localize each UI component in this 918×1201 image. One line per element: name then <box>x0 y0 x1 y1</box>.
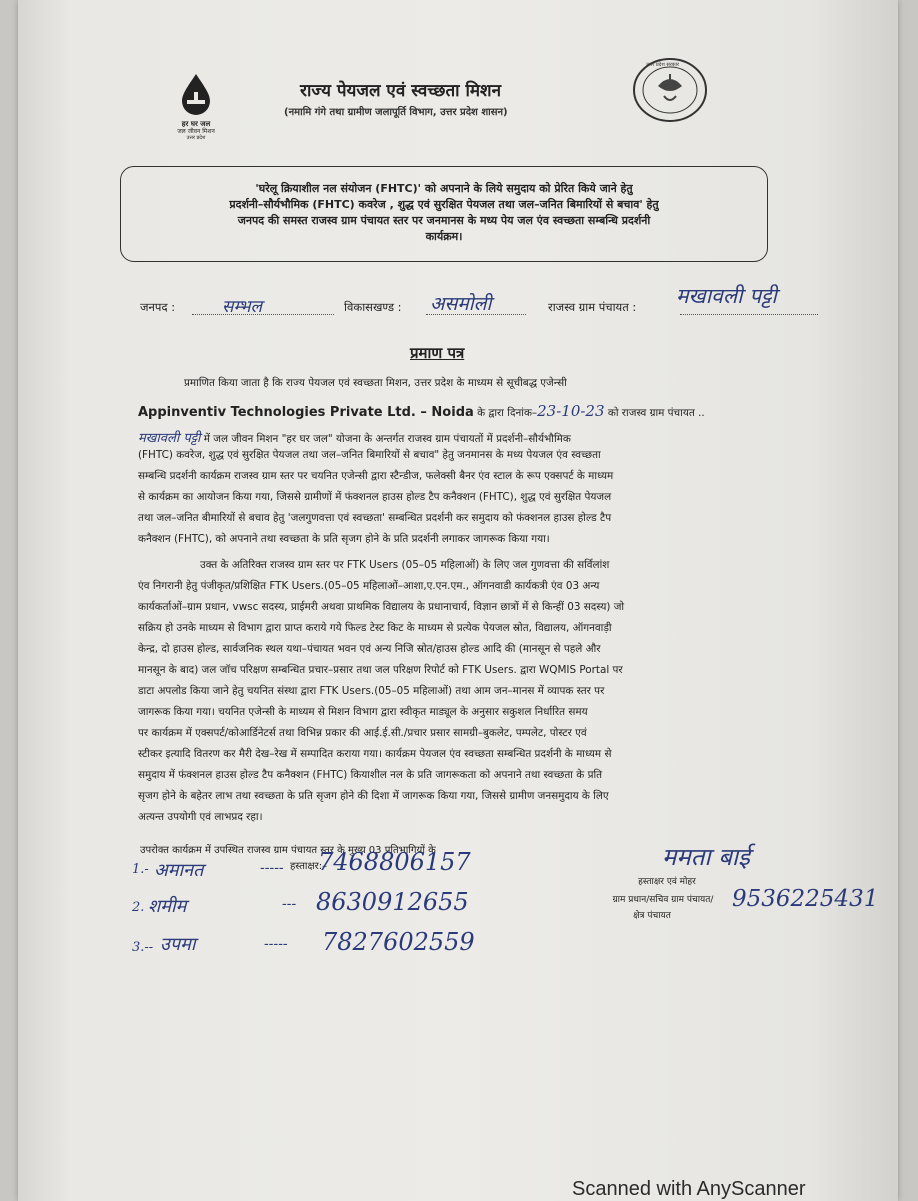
emblem-text: उत्तर प्रदेश सरकार <box>646 62 679 68</box>
para1-line-7: तथा जल–जनित बीमारियों से बचाव हेतु 'जलगुणवत्ता एवं स्वच्छता' सम्बन्धित प्रदर्शनी कर समुदाय को फंक्शनल हाउस होल्ड टैप <box>138 512 612 524</box>
panchayat-handwritten: मखावली पट्टी <box>138 431 201 446</box>
pradhan-signature: ममता बाई <box>662 843 750 871</box>
participant-phone: 8630912655 <box>316 888 469 916</box>
participant-row <box>132 888 532 928</box>
program-title-box <box>120 166 768 262</box>
agency-name: Appinventiv Technologies Private Ltd. – Noida <box>138 405 474 420</box>
para1-line-2 <box>138 402 705 420</box>
participant-phone: 7468806157 <box>318 848 471 876</box>
up-government-emblem <box>630 56 710 124</box>
certificate-title: प्रमाण पत्र <box>410 344 465 362</box>
para1-line-6: से कार्यक्रम का आयोजन किया गया, जिससे ग्रामीणों में फंक्शनल हाउस होल्ड टैप कनैक्शन (FHTC), शुद्ध एवं सुरक्षित पेयजल <box>138 491 612 503</box>
para2-line-11: समुदाय में फंक्शनल हाउस होल्ड टैप कनैक्शन (FHTC) कियाशील नल के प्रति जागरूकता को अपनाने तथा स्वच्छता के प्रति <box>138 769 603 781</box>
participants-intro-2: हस्ताक्षर:– <box>290 861 328 872</box>
signature-caption-3: क्षेत्र पंचायत <box>633 911 671 921</box>
program-line-2: प्रदर्शनी–सौर्यभौमिक (FHTC) कवरेज , शुद्ध एवं सुरक्षित पेयजल तथा जल–जनित बिमारियों से बचाव' हेतु <box>229 198 659 211</box>
mission-subtitle: (नमामि गंगे तथा ग्रामीण जलापूर्ति विभाग, उत्तर प्रदेश शासन) <box>284 107 508 118</box>
para1-line-3-text: में जल जीवन मिशन "हर घर जल" योजना के अन्तर्गत राजस्व ग्राम पंचायतों में प्रदर्शनी–सौर्यभौमिक <box>200 433 571 445</box>
district-label: जनपद : <box>140 300 176 314</box>
event-date: 23-10-23 <box>537 402 605 420</box>
para2-line-3: कार्यकर्ताओं–ग्राम प्रधान, vwsc सदस्य, प्राईमरी अथवा प्राथमिक विद्यालय के प्रधानाचार्य, विज्ञान छात्रों में से किन्हीं 03 सदस्य) जो <box>138 601 625 613</box>
block-value: असमोली <box>430 293 492 315</box>
participant-dots: ----- <box>264 936 288 952</box>
panchayat-value: मखावली पट्टी <box>676 284 777 308</box>
participant-name: उपमा <box>160 934 196 955</box>
participant-number: 2. <box>132 900 145 915</box>
panchayat-label: राजस्व ग्राम पंचायत : <box>548 300 637 314</box>
mission-title: राज्य पेयजल एवं स्वच्छता मिशन <box>300 81 502 101</box>
participant-name: अमानत <box>154 860 204 881</box>
signature-caption-1: हस्ताक्षर एवं मोहर <box>638 877 696 887</box>
para1-line-2-end: को राजस्व ग्राम पंचायत .. <box>604 407 705 419</box>
para1-line-4: (FHTC) कवरेज, शुद्ध एवं सुरक्षित पेयजल तथा जल–जनित बिमारियों से बचाव" हेतु जनमानस के मध्य पेयजल एंव स्वच्छता <box>138 449 601 461</box>
para2-line-1: उक्त के अतिरिक्त राजस्व ग्राम स्तर पर FTK Users (05–05 महिलाओं) के लिए जल गुणवत्ता की सर्विलांश <box>200 559 610 571</box>
participant-phone: 7827602559 <box>322 928 475 956</box>
scanner-watermark: Scanned with AnyScanner <box>572 1178 806 1200</box>
para2-line-8: जागरूक किया गया। चयनित एजेन्सी के माध्यम से मिशन विभाग द्वारा स्वीकृत माड्यूल के अनुसार सकुशल निर्धारित समय <box>138 706 588 718</box>
para2-line-5: केन्द्र, दो हाउस होल्ड, सार्वजनिक स्थल यथा–पंचायत भवन एवं अन्य निजि स्रोत/हाउस होल्ड आदि की (मानसून से पहले और <box>138 643 601 655</box>
para2-line-4: सक्रिय हो उनके माध्यम से विभाग द्वारा प्राप्त कराये गये फिल्ड टेस्ट किट के माध्यम से प्रत्येक पेयजल स्रोत, विद्यालय, ऑगनवाड़ी <box>138 622 612 634</box>
para1-line-5: सम्बन्धि प्रदर्शनी कार्यक्रम राजस्व ग्राम स्तर पर चयनित एजेन्सी द्वारा स्टैन्डीज, फलेक्सी बैनर एंव स्टाल के रूप एक्सपर्ट के माध्यम <box>138 470 614 482</box>
participant-number: 3.-- <box>132 940 154 955</box>
participant-row <box>132 928 532 968</box>
water-drop-icon <box>174 72 218 116</box>
logo-text-2: जल जीवन मिशन <box>177 128 215 135</box>
para2-line-7: डाटा अपलोड किया जाने हेतु चयनित संस्था द्वारा FTK Users.(05–05 महिलाओं) तथा आम जन–मानस में व्यापक स्तर पर <box>138 685 605 697</box>
block-label: विकासखण्ड : <box>344 300 402 314</box>
signature-caption-2: ग्राम प्रधान/सचिव ग्राम पंचायत/ <box>612 895 714 905</box>
para2-line-10: स्टीकर इत्यादि वितरण कर मैरी देख–रेख में सम्पादित कराया गया। कार्यक्रम पेयजल एंव स्वच्छता सम्बन्धित प्रदर्शनी के माध्यम से <box>138 748 612 760</box>
logo-text-1: हर घर जल <box>181 120 211 128</box>
para1-line-1: प्रमाणित किया जाता है कि राज्य पेयजल एवं स्वच्छता मिशन, उत्तर प्रदेश के माध्यम से सूचीबद्ध एजेन्सी <box>184 377 567 389</box>
para1-line-3 <box>138 428 571 446</box>
participant-row <box>132 848 532 888</box>
logo-text-3: उत्तर प्रदेश <box>186 135 206 141</box>
district-dots <box>192 314 334 315</box>
participant-number: 1.- <box>132 862 149 877</box>
para2-line-13: अत्यन्त उपयोगी एवं लाभप्रद रहा। <box>138 811 263 823</box>
program-line-1: 'घरेलू क्रियाशील नल संयोजन (FHTC)' को अपनाने के लिये समुदाय को प्रेरित किये जाने हेतु <box>255 182 633 195</box>
program-line-4: कार्यक्रम। <box>425 230 463 243</box>
para2-line-9: पर कार्यक्रम में एक्सपर्ट/कोआर्डिनेटर्स तथा विभिन्न प्रकार की आई.ई.सी./प्रचार प्रसार सामग्री–बुकलेट, पम्पलेट, पोस्टर एवं <box>138 727 587 739</box>
para1-line-8: कनैक्शन (FHTC), को अपनाने तथा स्वच्छता के प्रति सृजग होने के प्रति प्रदर्शनी लगाकर जागरूक किया गया। <box>138 533 550 545</box>
district-value: सम्भल <box>222 297 263 317</box>
para2-line-6: मानसून के बाद) जल जॉच परिक्षण सम्बन्धित प्रचार–प्रसार तथा जल परिक्षण रिपोर्ट को FTK Users. द्वारा WQMIS Portal पर <box>138 664 623 676</box>
participant-dots: --- <box>282 896 297 912</box>
pradhan-phone: 9536225431 <box>732 886 879 912</box>
participants-intro-1: उपरोक्त कार्यक्रम में उपस्थित राजस्व ग्राम पंचायत स्तर के मुख्य 03 प्रतिभागियों के <box>140 845 436 856</box>
har-ghar-jal-logo <box>165 72 227 141</box>
date-label: के द्वारा दिनांक– <box>473 407 538 419</box>
participant-dots: ----- <box>260 860 284 876</box>
para2-line-2: एंव निगरानी हेतु पंजीकृत/प्रशिक्षित FTK Users.(05–05 महिलाओं–आशा,ए.एन.एम., ऑगनवाडी कार्यकत्री एंव 03 अन्य <box>138 580 600 592</box>
participant-name: शमीम <box>148 896 187 917</box>
program-line-3: जनपद की समस्त राजस्व ग्राम पंचायत स्तर पर जनमानस के मध्य पेय जल एंव स्वच्छता सम्बन्धि प्रदर्शनी <box>237 214 651 227</box>
para2-line-12: सृजग होने के बहेतर लाभ तथा स्वच्छता के प्रति सृजग होने की दिशा में जागरूक किया गया, जिससे ग्रामीण जनसमुदाय के लिए <box>138 790 609 802</box>
panchayat-dots <box>680 314 818 315</box>
